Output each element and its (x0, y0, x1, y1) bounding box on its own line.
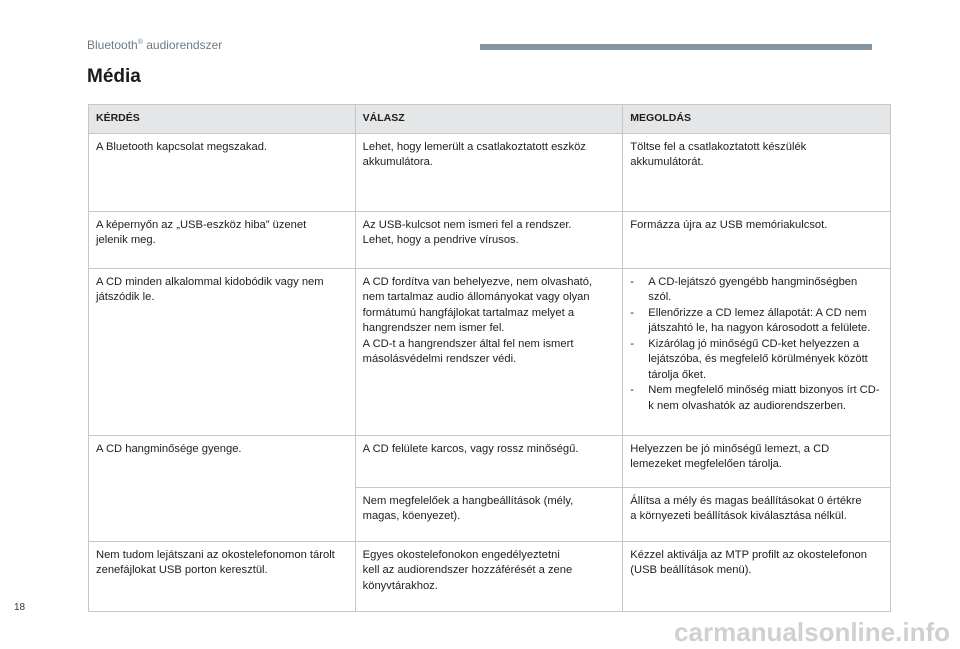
column-header-solution: MEGOLDÁS (623, 105, 891, 134)
troubleshooting-table (88, 104, 891, 612)
solution-cell: Állítsa a mély és magas beállításokat 0 értékre a környezeti beállítások kiválasztása nélkül. (623, 487, 891, 541)
page-number: 18 (14, 602, 26, 613)
table-row (89, 268, 891, 435)
answer-cell: Nem megfelelőek a hangbeállítások (mély, magas, köenyezet). (355, 487, 623, 541)
registered-mark: ® (137, 39, 143, 46)
solution-item: - A CD-lejátszó gyengébb hangminőségben szól. (630, 275, 882, 306)
table-row (89, 435, 891, 487)
solution-cell: Helyezzen be jó minőségű lemezt, a CD lemezeket megfelelően tárolja. (623, 435, 891, 487)
answer-cell: Lehet, hogy lemerült a csatlakoztatott eszköz akkumulátora. (355, 133, 623, 211)
page-title: Média (87, 66, 141, 87)
table-header-row (89, 105, 891, 134)
question-cell: A képernyőn az „USB-eszköz hiba” üzenet jelenik meg. (89, 211, 356, 268)
solution-item: - Kizárólag jó minőségű CD-ket helyezzen a lejátszóba, és megfelelő körülmények között tárolja őket. (630, 337, 882, 384)
table-row (89, 211, 891, 268)
answer-cell: Az USB-kulcsot nem ismeri fel a rendszer. Lehet, hogy a pendrive vírusos. (355, 211, 623, 268)
solution-cell: Töltse fel a csatlakoztatott készülék akkumulátorát. (623, 133, 891, 211)
answer-cell: Egyes okostelefonokon engedélyeztetni kell az audiorendszer hozzáférését a zene könyvtárakhoz. (355, 541, 623, 611)
solution-item: - Nem megfelelő minőség miatt bizonyos írt CD-k nem olvashatók az audiorendszerben. (630, 383, 882, 414)
solution-item: - Ellenőrizze a CD lemez állapotát: A CD nem játszahtó le, ha nagyon károsodott a felülete. (630, 306, 882, 337)
column-header-answer: VÁLASZ (355, 105, 623, 134)
section-name: Bluetooth (87, 38, 138, 52)
table-row (89, 133, 891, 211)
section-name-rest: audiorendszer (142, 38, 223, 52)
question-cell: A Bluetooth kapcsolat megszakad. (89, 133, 356, 211)
watermark: carmanualsonline.info (674, 617, 950, 647)
section-header (87, 38, 222, 52)
question-cell: Nem tudom lejátszani az okostelefonomon tárolt zenefájlokat USB porton keresztül. (89, 541, 356, 611)
solution-cell (623, 268, 891, 435)
table-row (89, 541, 891, 611)
answer-cell: A CD fordítva van behelyezve, nem olvasható, nem tartalmaz audio állományokat vagy olyan formátumú hangfájlokat tartalmaz melyet a hangrendszer nem ismer fel. A CD-t a hangrendszer által fel nem ismert másolásvédelmi rendszer védi. (355, 268, 623, 435)
question-cell: A CD hangminősége gyenge. (89, 435, 356, 541)
question-cell: A CD minden alkalommal kidobódik vagy nem játszódik le. (89, 268, 356, 435)
header-bar (480, 44, 872, 50)
solution-cell: Formázza újra az USB memóriakulcsot. (623, 211, 891, 268)
answer-cell: A CD felülete karcos, vagy rossz minőségű. (355, 435, 623, 487)
solution-list (630, 275, 882, 415)
solution-cell: Kézzel aktiválja az MTP profilt az okostelefonon (USB beállítások menü). (623, 541, 891, 611)
column-header-question: KÉRDÉS (89, 105, 356, 134)
